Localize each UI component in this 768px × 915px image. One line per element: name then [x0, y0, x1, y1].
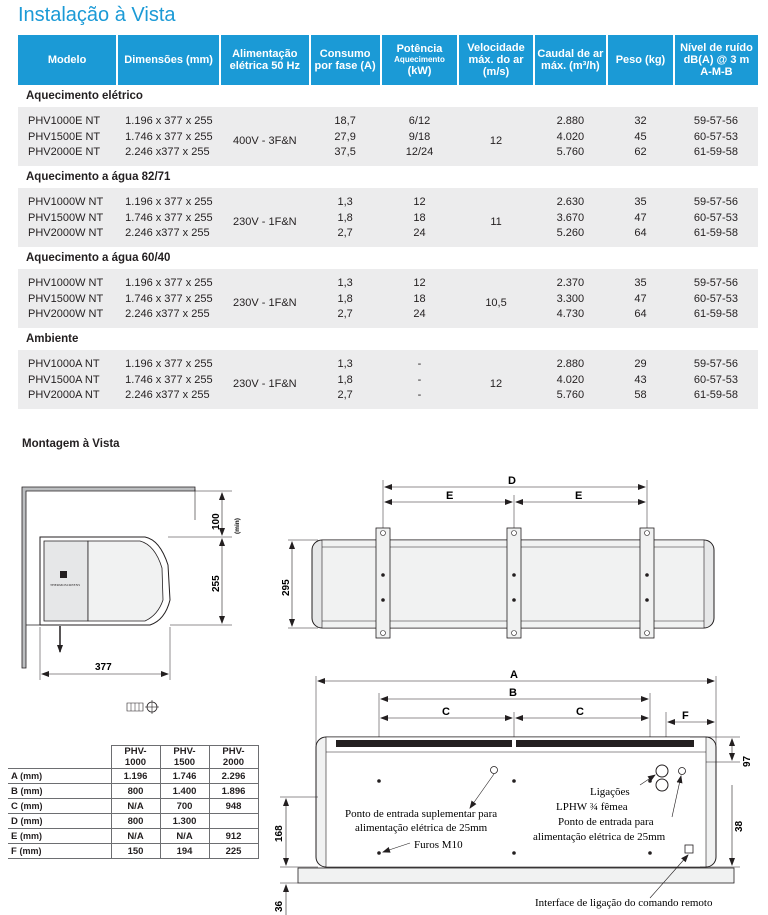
mounting-title: Montagem à Vista — [22, 438, 120, 450]
power-cell: 6/12 — [381, 107, 459, 127]
dimensions-cell: 2.246 x377 x 255 — [117, 146, 220, 166]
model-cell: PHV1000E NT — [18, 107, 117, 127]
power-cell: 12 — [381, 188, 459, 208]
flow-cell: 4.730 — [534, 308, 607, 328]
current-cell: 1,3 — [310, 269, 381, 289]
noise-cell: 60-57-53 — [674, 208, 758, 227]
header-supply: Alimentação elétrica 50 Hz — [220, 35, 309, 85]
current-cell: 2,7 — [310, 389, 381, 409]
current-cell: 2,7 — [310, 308, 381, 328]
label-holes-m10: Furos M10 — [414, 839, 463, 851]
dimension-table-body — [8, 769, 258, 859]
dim-value-cell: 1.400 — [160, 784, 209, 799]
dim-value-cell: 1.896 — [209, 784, 258, 799]
dim-C-right-label: C — [576, 706, 584, 718]
dimensions-cell: 1.746 x 377 x 255 — [117, 370, 220, 389]
label-power-entry: Ponto de entrada para — [558, 816, 654, 828]
weight-cell: 32 — [607, 107, 674, 127]
speed-cell: 10,5 — [458, 269, 533, 328]
dim-table-row — [8, 799, 258, 814]
noise-cell: 61-59-58 — [674, 146, 758, 166]
dimensions-cell: 1.746 x 377 x 255 — [117, 127, 220, 146]
dim-row-label: B (mm) — [8, 784, 111, 799]
page-title: Instalação à Vista — [18, 4, 176, 26]
weight-cell: 45 — [607, 127, 674, 146]
noise-cell: 59-57-56 — [674, 188, 758, 208]
group-title: Aquecimento elétrico — [18, 85, 758, 107]
dim-D-label: D — [508, 475, 516, 487]
dimensions-cell: 1.196 x 377 x 255 — [117, 350, 220, 370]
dim-value-cell: 800 — [111, 814, 160, 829]
weight-cell: 64 — [607, 227, 674, 247]
current-cell: 18,7 — [310, 107, 381, 127]
flow-cell: 2.370 — [534, 269, 607, 289]
power-cell: 12 — [381, 269, 459, 289]
dim-value-cell: 800 — [111, 784, 160, 799]
model-cell: PHV1000W NT — [18, 269, 117, 289]
header-model: Modelo — [18, 35, 117, 85]
noise-cell: 61-59-58 — [674, 227, 758, 247]
label-lphw-connections-2: LPHW ¾ fêmea — [556, 801, 628, 813]
weight-cell: 62 — [607, 146, 674, 166]
flow-cell: 4.020 — [534, 370, 607, 389]
model-cell: PHV2000E NT — [18, 146, 117, 166]
power-cell: - — [381, 350, 459, 370]
dim-295-label: 295 — [281, 579, 292, 596]
supply-cell: 230V - 1F&N — [220, 269, 309, 328]
label-remote-interface: Interface de ligação do comando remoto — [535, 897, 713, 909]
weight-cell: 35 — [607, 269, 674, 289]
noise-cell: 60-57-53 — [674, 127, 758, 146]
speed-cell: 11 — [458, 188, 533, 247]
supply-cell: 400V - 3F&N — [220, 107, 309, 166]
dim-value-cell: N/A — [160, 829, 209, 844]
noise-cell: 59-57-56 — [674, 350, 758, 370]
supply-cell: 230V - 1F&N — [220, 188, 309, 247]
noise-cell: 61-59-58 — [674, 308, 758, 328]
header-speed: Velocidade máx. do ar (m/s) — [458, 35, 533, 85]
current-cell: 1,8 — [310, 289, 381, 308]
dim-min-label: (min) — [234, 518, 241, 534]
power-cell: 12/24 — [381, 146, 459, 166]
dim-value-cell: N/A — [111, 829, 160, 844]
model-cell: PHV2000W NT — [18, 308, 117, 328]
dimensions-cell: 2.246 x377 x 255 — [117, 227, 220, 247]
dim-header-1500: PHV-1500 — [160, 746, 209, 769]
dim-row-label: D (mm) — [8, 814, 111, 829]
dim-row-label: A (mm) — [8, 769, 111, 784]
dimensions-cell: 1.746 x 377 x 255 — [117, 208, 220, 227]
dim-36-label: 36 — [274, 900, 285, 912]
model-cell: PHV1000W NT — [18, 188, 117, 208]
model-cell: PHV2000A NT — [18, 389, 117, 409]
weight-cell: 64 — [607, 308, 674, 328]
dim-B-label: B — [509, 687, 517, 699]
dimensions-cell: 1.196 x 377 x 255 — [117, 269, 220, 289]
supply-cell: 230V - 1F&N — [220, 350, 309, 409]
flow-cell: 2.880 — [534, 350, 607, 370]
dim-168-label: 168 — [274, 825, 285, 842]
flow-cell: 4.020 — [534, 127, 607, 146]
speed-cell: 12 — [458, 107, 533, 166]
top-view — [281, 475, 714, 638]
dim-table-row — [8, 784, 258, 799]
weight-cell: 47 — [607, 208, 674, 227]
label-supplementary-entry-2: alimentação elétrica de 25mm — [355, 822, 488, 834]
flow-cell: 5.260 — [534, 227, 607, 247]
noise-cell: 61-59-58 — [674, 389, 758, 409]
current-cell: 1,8 — [310, 370, 381, 389]
dim-value-cell: 194 — [160, 844, 209, 859]
model-cell: PHV2000W NT — [18, 227, 117, 247]
group-title: Ambiente — [18, 328, 758, 350]
label-supplementary-entry: Ponto de entrada suplementar para — [345, 808, 498, 820]
dim-row-label: F (mm) — [8, 844, 111, 859]
weight-cell: 43 — [607, 370, 674, 389]
header-noise: Nível de ruído dB(A) @ 3 m A-M-B — [674, 35, 758, 85]
dim-E-right-label: E — [575, 490, 583, 502]
current-cell: 1,3 — [310, 350, 381, 370]
flow-cell: 2.880 — [534, 107, 607, 127]
model-cell: PHV1500W NT — [18, 289, 117, 308]
dim-table-row — [8, 814, 258, 829]
current-cell: 1,3 — [310, 188, 381, 208]
dim-table-row — [8, 844, 258, 859]
speed-cell: 12 — [458, 350, 533, 409]
dim-value-cell: 1.746 — [160, 769, 209, 784]
weight-cell: 47 — [607, 289, 674, 308]
header-weight: Peso (kg) — [607, 35, 674, 85]
group-title: Aquecimento a água 60/40 — [18, 247, 758, 269]
power-cell: 18 — [381, 208, 459, 227]
dim-E-left-label: E — [446, 490, 454, 502]
label-power-entry-2: alimentação elétrica de 25mm — [533, 831, 666, 843]
dim-table-row — [8, 829, 258, 844]
power-cell: 24 — [381, 308, 459, 328]
dim-value-cell: 912 — [209, 829, 258, 844]
dim-value-cell: 150 — [111, 844, 160, 859]
dim-value-cell — [209, 814, 258, 829]
dimensions-cell: 2.246 x377 x 255 — [117, 389, 220, 409]
power-cell: - — [381, 389, 459, 409]
dim-value-cell: 948 — [209, 799, 258, 814]
dim-value-cell: 1.300 — [160, 814, 209, 829]
header-flow: Caudal de ar máx. (m³/h) — [534, 35, 607, 85]
flow-cell: 2.630 — [534, 188, 607, 208]
dimensions-cell: 2.246 x377 x 255 — [117, 308, 220, 328]
dim-F-label: F — [682, 710, 689, 722]
power-cell: - — [381, 370, 459, 389]
front-view — [274, 669, 753, 915]
svg-text:THERMOSCREENS: THERMOSCREENS — [50, 583, 81, 587]
power-cell: 9/18 — [381, 127, 459, 146]
dimension-table — [8, 745, 259, 859]
flow-cell: 3.670 — [534, 208, 607, 227]
dim-97-label: 97 — [742, 755, 753, 767]
dimensions-cell: 1.196 x 377 x 255 — [117, 107, 220, 127]
flow-cell: 5.760 — [534, 146, 607, 166]
logo-icon — [60, 571, 67, 578]
power-cell: 24 — [381, 227, 459, 247]
power-cell: 18 — [381, 289, 459, 308]
fixing-bolt-icon — [127, 700, 159, 714]
model-cell: PHV1500W NT — [18, 208, 117, 227]
label-lphw-connections: Ligações — [590, 786, 630, 798]
header-power: Potência Aquecimento (kW) — [381, 35, 459, 85]
dim-header-2000: PHV-2000 — [209, 746, 258, 769]
dimensions-cell: 1.196 x 377 x 255 — [117, 188, 220, 208]
header-dimensions: Dimensões (mm) — [117, 35, 220, 85]
dimensions-cell: 1.746 x 377 x 255 — [117, 289, 220, 308]
current-cell: 1,8 — [310, 208, 381, 227]
current-cell: 2,7 — [310, 227, 381, 247]
dim-value-cell: N/A — [111, 799, 160, 814]
group-title: Aquecimento a água 82/71 — [18, 166, 758, 188]
dim-value-cell: 1.196 — [111, 769, 160, 784]
dim-100-label: 100 — [211, 513, 222, 530]
dim-header-1000: PHV-1000 — [111, 746, 160, 769]
model-cell: PHV1500E NT — [18, 127, 117, 146]
dim-value-cell: 2.296 — [209, 769, 258, 784]
dim-377-label: 377 — [95, 662, 112, 673]
dim-row-label: C (mm) — [8, 799, 111, 814]
current-cell: 27,9 — [310, 127, 381, 146]
flow-cell: 3.300 — [534, 289, 607, 308]
header-current: Consumo por fase (A) — [310, 35, 381, 85]
dim-table-row — [8, 769, 258, 784]
weight-cell: 29 — [607, 350, 674, 370]
weight-cell: 35 — [607, 188, 674, 208]
dim-255-label: 255 — [211, 575, 222, 592]
flow-cell: 5.760 — [534, 389, 607, 409]
noise-cell: 60-57-53 — [674, 370, 758, 389]
dim-A-label: A — [510, 669, 518, 681]
dim-row-label: E (mm) — [8, 829, 111, 844]
dim-C-left-label: C — [442, 706, 450, 718]
dim-value-cell: 225 — [209, 844, 258, 859]
model-cell: PHV1500A NT — [18, 370, 117, 389]
weight-cell: 58 — [607, 389, 674, 409]
current-cell: 37,5 — [310, 146, 381, 166]
dim-38-label: 38 — [734, 820, 745, 832]
noise-cell: 59-57-56 — [674, 269, 758, 289]
model-cell: PHV1000A NT — [18, 350, 117, 370]
noise-cell: 59-57-56 — [674, 107, 758, 127]
dim-value-cell: 700 — [160, 799, 209, 814]
side-view — [22, 487, 241, 714]
noise-cell: 60-57-53 — [674, 289, 758, 308]
